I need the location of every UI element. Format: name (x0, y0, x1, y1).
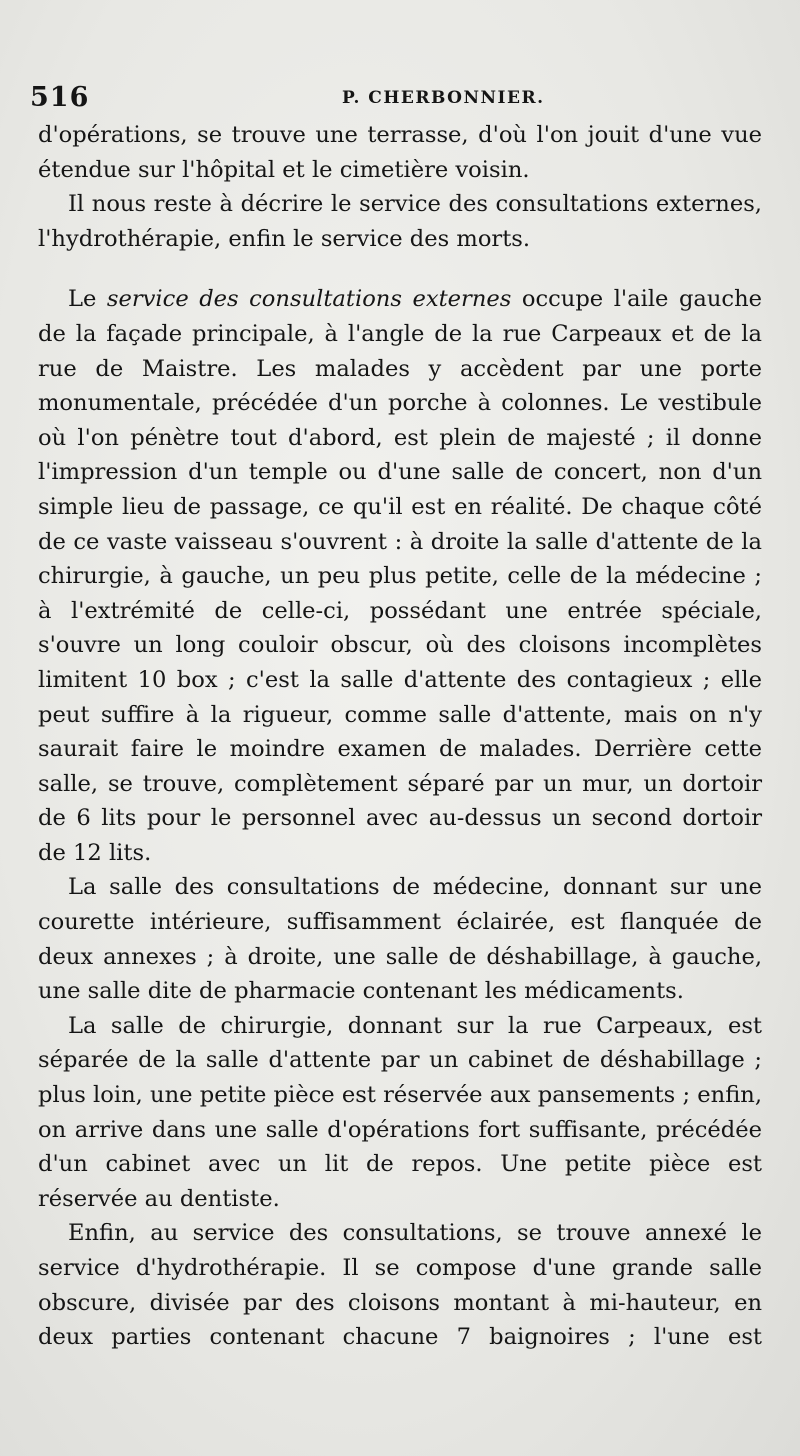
body-text (38, 118, 762, 1355)
paragraph-consultations (38, 282, 762, 870)
paragraph-chirurgie: La salle de chirurgie, donnant sur la rue Carpeaux, est séparée de la salle d'attente par un cabinet de déshabillage ; plus loin, une petite pièce est réservée aux pansements ; enfin, on arrive dans une salle d'opérations fort suffisante, précédée d'un cabinet avec un lit de repos. Une petite pièce est réservée au dentiste. (38, 1012, 762, 1212)
paragraph-continuation: d'opérations, se trouve une terrasse, d'où l'on jouit d'une vue étendue sur l'hôpital et le cimetière voisin. (38, 122, 762, 183)
running-head: P. CHERBONNIER. (342, 88, 545, 108)
page-number: 516 (30, 82, 90, 113)
paragraph-intro-services: Il nous reste à décrire le service des consultations externes, l'hydrothérapie, enfin le service des morts. (38, 191, 762, 252)
paragraph-lead: Le (68, 286, 107, 313)
page-header (30, 82, 770, 116)
paragraph-hydrotherapie: Enfin, au service des consultations, se trouve annexé le service d'hydrothérapie. Il se compose d'une grande salle obscure, divisée par des cloisons montant à mi-hauteur, en deux parties contenant chacune 7 baignoires ; l'une est (38, 1220, 762, 1351)
italic-term: service des consultations externes (106, 286, 512, 313)
paragraph-medecine: La salle des consultations de médecine, donnant sur une courette intérieure, suffisamment éclairée, est flanquée de deux annexes ; à droite, une salle de déshabillage, à gauche, une salle dite de pharmacie contenant les médicaments. (38, 874, 762, 1005)
paragraph-body: occupe l'aile gauche de la façade principale, à l'angle de la rue Carpeaux et de la rue de Maistre. Les malades y accèdent par une porte monumentale, précédée d'un porche à colonnes. Le vestibule où l'on pénètre tout d'abord, est plein de majesté ; il donne l'impression d'un temple ou d'une salle de concert, non d'un simple lieu de passage, ce qu'il est en réalité. De chaque côté de ce vaste vaisseau s'ouvrent : à droite la salle d'attente de la chirurgie, à gauche, un peu plus petite, celle de la médecine ; à l'extrémité de celle-ci, possédant une entrée spéciale, s'ouvre un long couloir obscur, où des cloisons incomplètes limitent 10 box ; c'est la salle d'attente des contagieux ; elle peut suffire à la rigueur, comme salle d'attente, mais on n'y saurait faire le moindre examen de malades. Derrière cette salle, se trouve, complètement séparé par un mur, un dortoir de 6 lits pour le personnel avec au-dessus un second dortoir de 12 lits. (38, 286, 763, 866)
